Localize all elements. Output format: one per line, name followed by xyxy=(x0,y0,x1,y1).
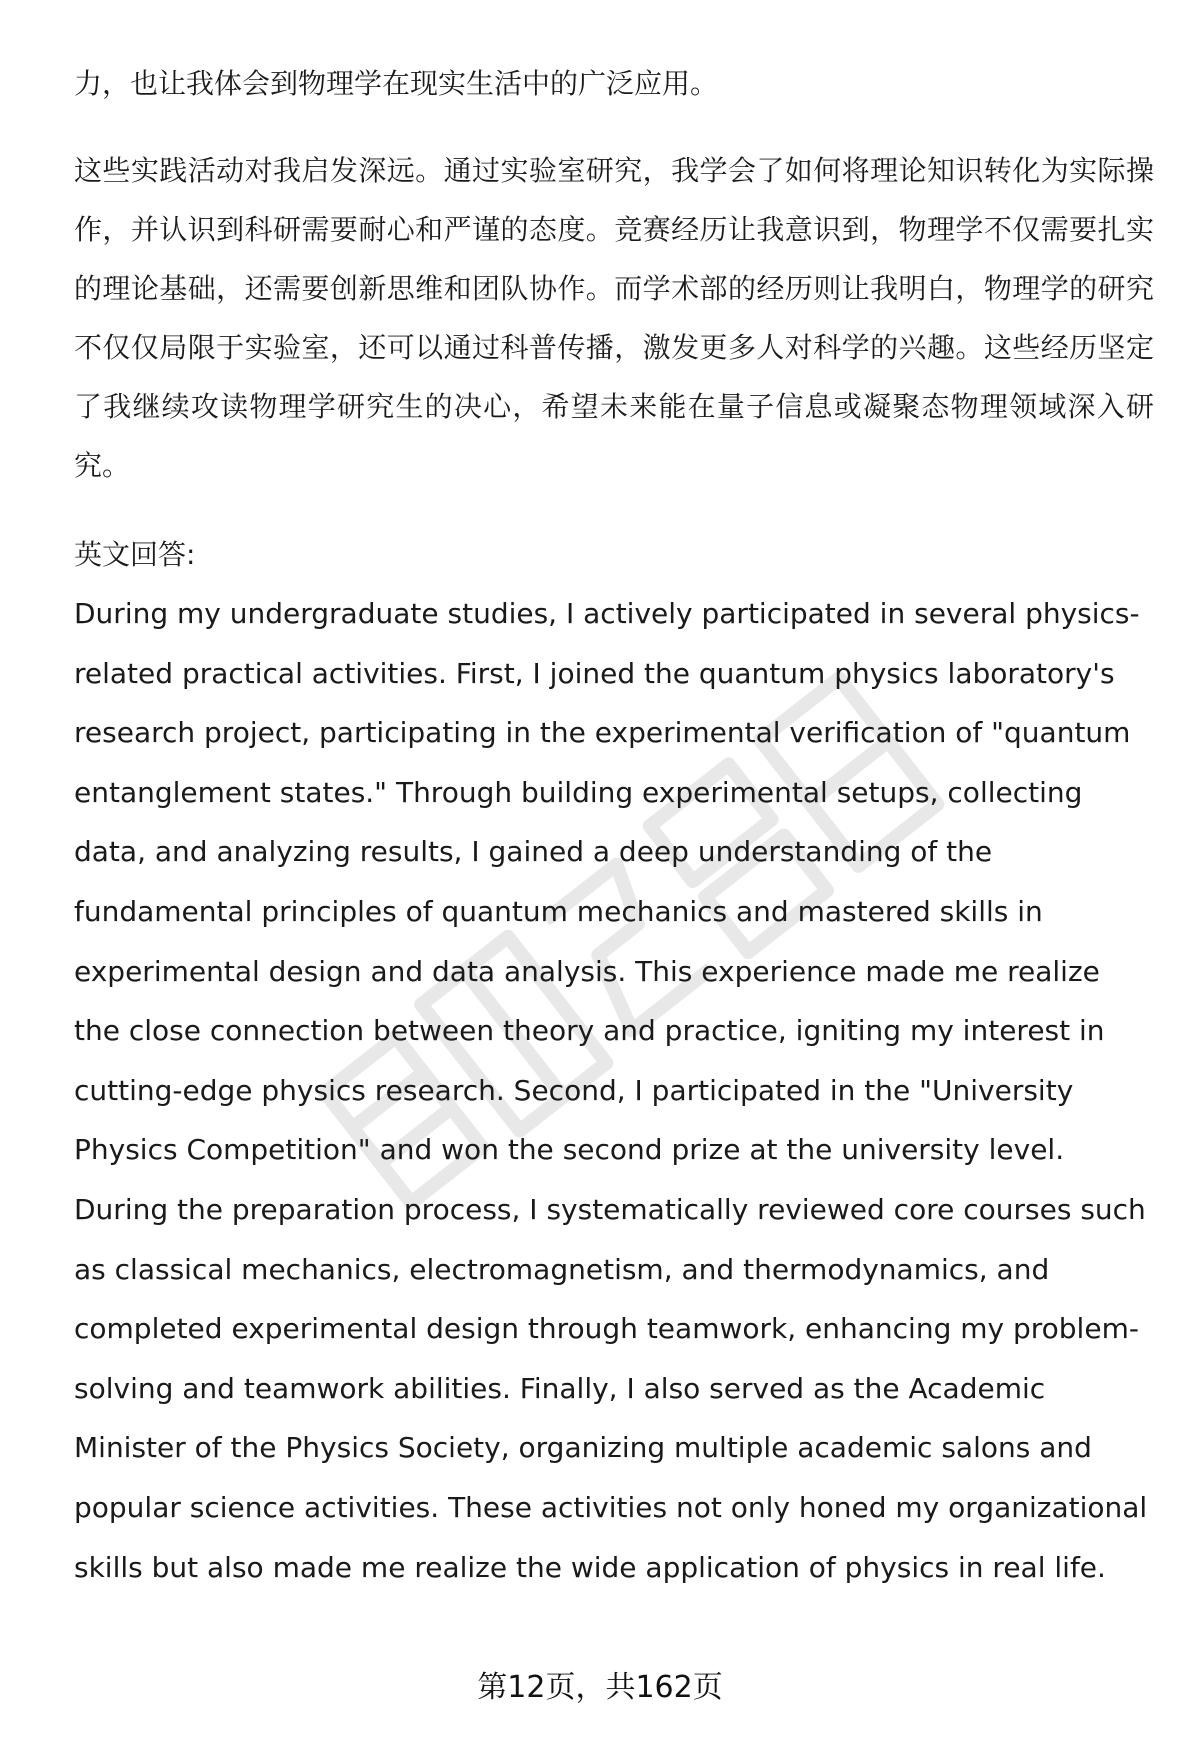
chinese-paragraph-continued: 力，也让我体会到物理学在现实生活中的广泛应用。 xyxy=(74,67,719,100)
english-answer-label: 英文回答: xyxy=(74,538,196,571)
document-body xyxy=(74,54,1154,1597)
page-number-footer: 第12页，共162页 xyxy=(477,1670,723,1705)
chinese-paragraph-reflection: 这些实践活动对我启发深远。通过实验室研究，我学会了如何将理论知识转化为实际操作，并认识到科研需要耐心和严谨的态度。竞赛经历让我意识到，物理学不仅需要扎实的理论基础，还需要创新思维和团队协作。而学术部的经历则让我明白，物理学的研究不仅仅局限于实验室，还可以通过科普传播，激发更多人对科学的兴趣。这些经历坚定了我继续攻读物理学研究生的决心，希望未来能在量子信息或凝聚态物理领域深入研究。 xyxy=(74,154,1154,482)
english-answer-paragraph: During my undergraduate studies, I actively participated in several physics-related practical activities. First, I joined the quantum physics laboratory's research project, participating in the experimental verification of "quantum entanglement states." Through building experimental setups, collecting data, and analyzing results, I gained a deep understanding of the fundamental principles of quantum mechanics and mastered skills in experimental design and data analysis. This experience made me realize the close connection between theory and practice, igniting my interest in cutting-edge physics research. Second, I participated in the "University Physics Competition" and won the second prize at the university level. During the preparation process, I systematically reviewed core courses such as classical mechanics, electromagnetism, and thermodynamics, and completed experimental design through teamwork, enhancing my problem-solving and teamwork abilities. Finally, I also served as the Academic Minister of the Physics Society, organizing multiple academic salons and popular science activities. These activities not only honed my organizational skills but also made me realize the wide application of physics in real life. xyxy=(74,597,1148,1584)
